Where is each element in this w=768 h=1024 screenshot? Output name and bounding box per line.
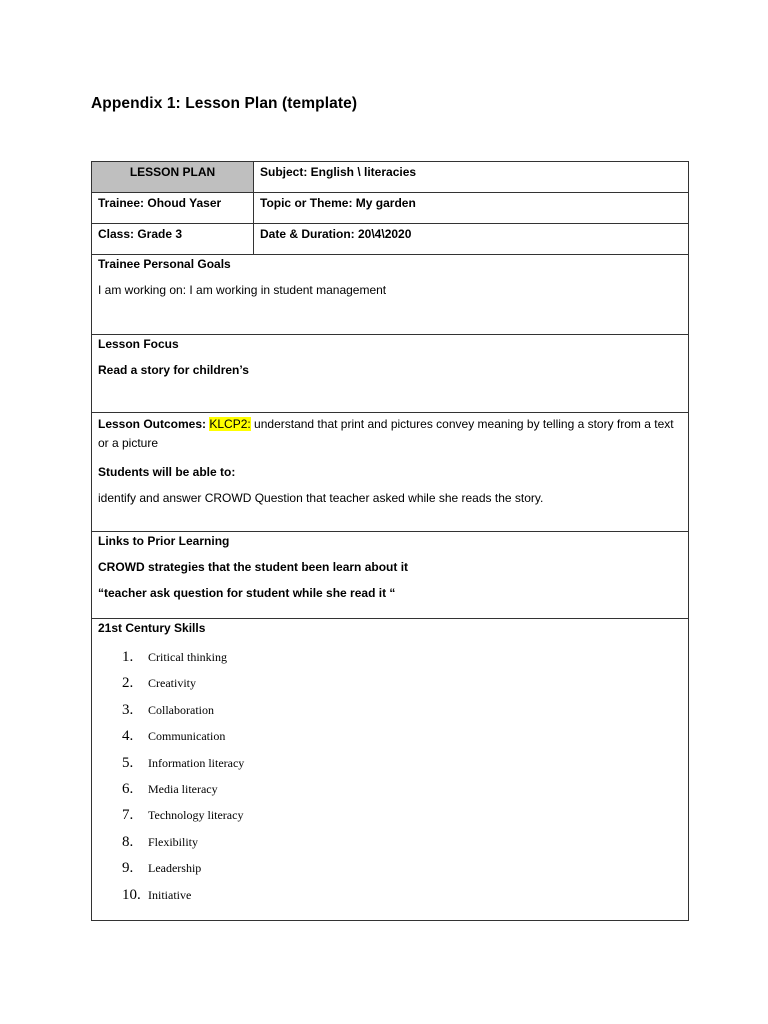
skill-number: 5. — [122, 754, 134, 771]
skill-label: Flexibility — [148, 834, 199, 849]
document-title: Appendix 1: Lesson Plan (template) — [91, 95, 358, 112]
class-field: Class: Grade 3 — [92, 224, 254, 254]
skill-label: Critical thinking — [148, 650, 227, 664]
prior-heading: Links to Prior Learning — [98, 534, 230, 548]
section-lesson-focus — [92, 335, 688, 413]
skill-number: 6. — [122, 780, 134, 797]
skill-item — [122, 834, 682, 860]
outcomes-detail: identify and answer CROWD Question that teacher asked while she reads the story. — [98, 491, 544, 505]
focus-heading: Lesson Focus — [98, 337, 179, 351]
skill-label: Media literacy — [148, 781, 218, 796]
skill-item — [122, 675, 682, 701]
goals-heading: Trainee Personal Goals — [98, 257, 231, 271]
skills-list — [98, 649, 682, 913]
skill-item — [122, 649, 682, 675]
skill-number: 10. — [122, 886, 141, 903]
skill-number: 1. — [122, 649, 134, 665]
section-21st-century-skills — [92, 619, 688, 920]
prior-line-2: “teacher ask question for student while she read it “ — [98, 586, 396, 600]
skill-number: 7. — [122, 807, 134, 824]
date-duration-field: Date & Duration: 20\4\2020 — [260, 227, 412, 241]
trainee-field: Trainee: Ohoud Yaser — [92, 193, 254, 223]
skill-item — [122, 781, 682, 807]
skill-label: Technology literacy — [148, 808, 244, 823]
outcomes-label: Lesson Outcomes: — [98, 417, 210, 431]
outcomes-text: understand that print and pictures convey meaning by telling a story from a text or a picture — [98, 417, 674, 450]
skill-item — [122, 728, 682, 754]
skill-label: Collaboration — [148, 702, 214, 717]
header-row-class — [92, 224, 688, 255]
outcomes-statement — [98, 415, 682, 453]
skill-number: 8. — [122, 833, 134, 850]
lesson-plan-label: LESSON PLAN — [92, 162, 254, 192]
skill-label: Information literacy — [148, 755, 245, 770]
focus-text: Read a story for children’s — [98, 363, 249, 377]
topic-field: Topic or Theme: My garden — [260, 196, 416, 210]
skill-item — [122, 807, 682, 833]
subject-field: Subject: English \ literacies — [260, 165, 417, 179]
section-trainee-goals — [92, 255, 688, 335]
skill-item — [122, 755, 682, 781]
header-row-trainee — [92, 193, 688, 224]
students-able-label: Students will be able to: — [98, 465, 236, 479]
section-lesson-outcomes — [92, 413, 688, 532]
goals-text: I am working on: I am working in student management — [98, 283, 387, 297]
section-prior-learning — [92, 532, 688, 619]
skills-heading: 21st Century Skills — [98, 621, 206, 635]
lesson-plan-table — [91, 161, 689, 921]
skill-label: Initiative — [148, 887, 192, 902]
skill-number: 4. — [122, 728, 134, 745]
skill-number: 3. — [122, 701, 134, 718]
skill-label: Creativity — [148, 676, 196, 691]
skill-label: Leadership — [148, 861, 202, 876]
skill-number: 2. — [122, 675, 134, 692]
outcomes-code-badge: KLCP2: — [209, 417, 251, 431]
skill-number: 9. — [122, 860, 134, 877]
skill-item — [122, 887, 682, 913]
skill-item — [122, 702, 682, 728]
header-row-subject — [92, 162, 688, 193]
skill-item — [122, 860, 682, 886]
skill-label: Communication — [148, 729, 226, 744]
prior-line-1: CROWD strategies that the student been learn about it — [98, 560, 409, 574]
